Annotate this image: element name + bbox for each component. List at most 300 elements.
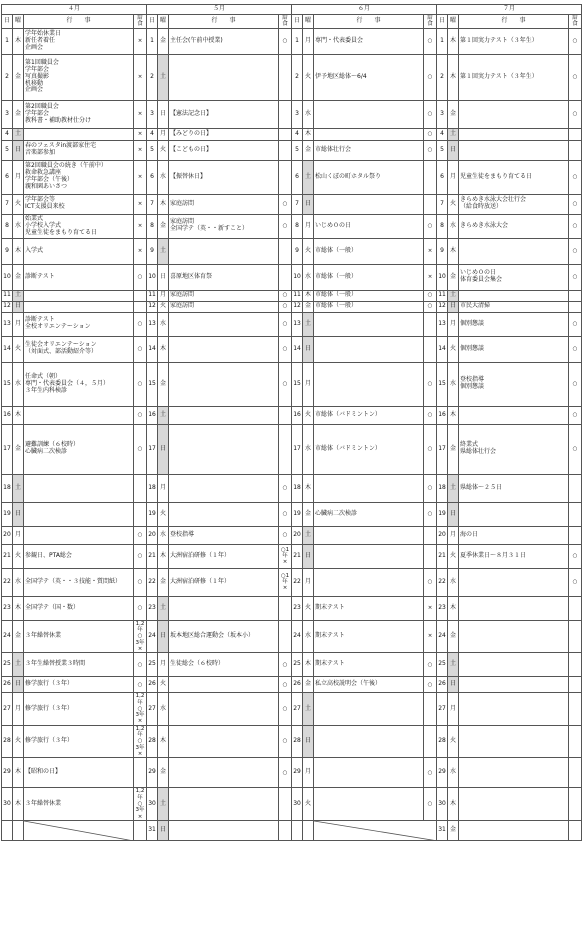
- annual-event-calendar-table: [1, 4, 582, 841]
- day-number: 14: [2, 336, 13, 362]
- weekday-cell: 火: [158, 502, 169, 526]
- kyushoku-mark: [569, 290, 582, 301]
- weekday-cell: 土: [158, 788, 169, 821]
- event-cell: 大洲宿泊研修（１年）: [169, 568, 279, 596]
- kyushoku-mark: ○: [279, 677, 292, 693]
- weekday-cell: 木: [448, 788, 459, 821]
- kyushoku-mark: ○: [279, 474, 292, 502]
- calendar-row: [2, 653, 582, 677]
- event-cell: いじめ０の日: [314, 214, 424, 238]
- day-number: 17: [437, 424, 448, 474]
- day-number: 3: [147, 100, 158, 128]
- day-number: 24: [292, 620, 303, 653]
- day-number: 30: [147, 788, 158, 821]
- month-header: ６月: [292, 5, 437, 15]
- kyushoku-mark: 1,2年○ 3年×: [134, 788, 147, 821]
- weekday-cell: 水: [158, 160, 169, 194]
- weekday-cell: 水: [303, 424, 314, 474]
- weekday-cell: 月: [13, 693, 24, 726]
- weekday-cell: 月: [158, 474, 169, 502]
- event-cell: 診断テスト: [24, 264, 134, 290]
- day-number: 10: [437, 264, 448, 290]
- event-cell: [314, 336, 424, 362]
- kyushoku-mark: [134, 290, 147, 301]
- weekday-cell: 金: [303, 140, 314, 160]
- weekday-cell: 金: [158, 362, 169, 406]
- kyushoku-mark: ○: [279, 758, 292, 788]
- event-cell: きらめき水泳大会壮行会 （給食時放送）: [459, 194, 569, 214]
- event-cell: [24, 406, 134, 424]
- event-cell: 主任会(午前中授業): [169, 28, 279, 54]
- month-header: ５月: [147, 5, 292, 15]
- day-number: 12: [437, 301, 448, 312]
- empty-cell: [303, 820, 314, 840]
- event-cell: 登校指導: [169, 526, 279, 544]
- event-cell: 【振替休日】: [169, 160, 279, 194]
- kyushoku-mark: [424, 544, 437, 568]
- kyushoku-mark: [134, 758, 147, 788]
- kyushoku-mark: [569, 788, 582, 821]
- event-cell: [314, 544, 424, 568]
- day-number: 8: [437, 214, 448, 238]
- calendar-row: [2, 620, 582, 653]
- calendar-row: [2, 596, 582, 620]
- kyushoku-mark: [569, 140, 582, 160]
- kyushoku-mark: [569, 677, 582, 693]
- day-number: 13: [2, 312, 13, 336]
- day-number: 11: [2, 290, 13, 301]
- kyushoku-mark: ○: [424, 128, 437, 140]
- event-cell: 期末テスト: [314, 620, 424, 653]
- kyushoku-mark: [134, 301, 147, 312]
- kyushoku-mark: [279, 160, 292, 194]
- day-number: 31: [147, 820, 158, 840]
- kyushoku-mark: 1,2年○ 3年×: [134, 725, 147, 758]
- calendar-row: [2, 214, 582, 238]
- weekday-cell: 水: [303, 620, 314, 653]
- empty-cell: [292, 820, 303, 840]
- calendar-row: [2, 160, 582, 194]
- calendar-row: [2, 100, 582, 128]
- event-cell: 【こどもの日】: [169, 140, 279, 160]
- kyushoku-mark: ○: [424, 28, 437, 54]
- kyushoku-mark: ○: [424, 788, 437, 821]
- event-cell: 【昭和の日】: [24, 758, 134, 788]
- calendar-row: [2, 758, 582, 788]
- day-number: 25: [2, 653, 13, 677]
- event-cell: 市総体（一般）: [314, 264, 424, 290]
- kyushoku-mark: ○: [279, 693, 292, 726]
- event-cell: [169, 758, 279, 788]
- event-cell: 登校指導 個別懇談: [459, 362, 569, 406]
- event-cell: [314, 725, 424, 758]
- kyushoku-mark: ○: [424, 502, 437, 526]
- calendar-row: [2, 544, 582, 568]
- event-cell: 家庭訪問: [169, 301, 279, 312]
- day-number: 14: [292, 336, 303, 362]
- calendar-row: [2, 194, 582, 214]
- kyushoku-mark: [569, 301, 582, 312]
- event-cell: 伊予地区総体～6/4: [314, 54, 424, 100]
- event-cell: [459, 596, 569, 620]
- kyushoku-mark: ○: [134, 526, 147, 544]
- kyushoku-mark: ×: [134, 28, 147, 54]
- event-cell: [169, 54, 279, 100]
- kyushoku-mark: [279, 596, 292, 620]
- calendar-row: [2, 677, 582, 693]
- kyushoku-mark: [424, 725, 437, 758]
- calendar-row: [2, 502, 582, 526]
- weekday-cell: 日: [158, 424, 169, 474]
- event-cell: [314, 100, 424, 128]
- empty-cell: [13, 820, 24, 840]
- day-number: 15: [292, 362, 303, 406]
- day-number: 9: [2, 238, 13, 264]
- calendar-row: [2, 820, 582, 840]
- weekday-cell: 火: [13, 194, 24, 214]
- column-header-day: 日: [147, 15, 158, 29]
- weekday-cell: 金: [13, 620, 24, 653]
- event-cell: [314, 128, 424, 140]
- kyushoku-mark: ×: [424, 596, 437, 620]
- event-cell: [314, 474, 424, 502]
- weekday-cell: 月: [13, 312, 24, 336]
- weekday-cell: 土: [448, 290, 459, 301]
- kyushoku-mark: ○: [569, 194, 582, 214]
- event-cell: 参観日、PTA総会: [24, 544, 134, 568]
- event-cell: [459, 653, 569, 677]
- kyushoku-mark: [279, 238, 292, 264]
- kyushoku-mark: [279, 620, 292, 653]
- day-number: 10: [2, 264, 13, 290]
- kyushoku-mark: ○: [424, 474, 437, 502]
- day-number: 6: [2, 160, 13, 194]
- event-cell: [169, 725, 279, 758]
- day-number: 19: [2, 502, 13, 526]
- event-cell: [24, 474, 134, 502]
- weekday-cell: 日: [158, 264, 169, 290]
- weekday-cell: 金: [448, 820, 459, 840]
- day-number: 5: [437, 140, 448, 160]
- event-cell: [459, 620, 569, 653]
- weekday-cell: 火: [448, 544, 459, 568]
- day-number: 5: [147, 140, 158, 160]
- kyushoku-mark: ×: [424, 264, 437, 290]
- kyushoku-mark: ○: [569, 362, 582, 406]
- event-cell: 春のフェスタin渡部家住宅 音楽部参加: [24, 140, 134, 160]
- day-number: 26: [147, 677, 158, 693]
- weekday-cell: 木: [158, 194, 169, 214]
- weekday-cell: 木: [13, 788, 24, 821]
- event-cell: 市総体（一般）: [314, 290, 424, 301]
- weekday-cell: 日: [13, 140, 24, 160]
- day-number: 4: [437, 128, 448, 140]
- weekday-cell: 日: [158, 820, 169, 840]
- day-number: 14: [147, 336, 158, 362]
- kyushoku-mark: [279, 424, 292, 474]
- slash-line: [24, 821, 134, 841]
- kyushoku-mark: [569, 653, 582, 677]
- day-number: 23: [437, 596, 448, 620]
- day-number: 28: [2, 725, 13, 758]
- event-cell: [169, 788, 279, 821]
- event-cell: [24, 502, 134, 526]
- event-cell: 心臓病二次検診: [314, 502, 424, 526]
- day-number: 27: [147, 693, 158, 726]
- day-number: 19: [437, 502, 448, 526]
- event-cell: ３年生繰替授業３時間: [24, 653, 134, 677]
- kyushoku-mark: [279, 264, 292, 290]
- kyushoku-mark: ○1年×: [279, 544, 292, 568]
- event-cell: [314, 312, 424, 336]
- day-number: 24: [437, 620, 448, 653]
- day-number: 9: [147, 238, 158, 264]
- column-header-weekday: 曜: [13, 15, 24, 29]
- calendar-row: [2, 290, 582, 301]
- weekday-cell: 水: [13, 568, 24, 596]
- weekday-cell: 火: [448, 725, 459, 758]
- weekday-cell: 日: [158, 100, 169, 128]
- day-number: 16: [437, 406, 448, 424]
- weekday-cell: 火: [448, 336, 459, 362]
- day-number: 25: [437, 653, 448, 677]
- day-number: 15: [147, 362, 158, 406]
- weekday-cell: 日: [303, 336, 314, 362]
- kyushoku-mark: [569, 596, 582, 620]
- kyushoku-mark: ○: [424, 424, 437, 474]
- day-number: 17: [292, 424, 303, 474]
- kyushoku-mark: ×: [134, 128, 147, 140]
- weekday-cell: 月: [13, 160, 24, 194]
- kyushoku-mark: ○: [279, 301, 292, 312]
- weekday-cell: 水: [303, 264, 314, 290]
- day-number: 17: [147, 424, 158, 474]
- day-number: 25: [292, 653, 303, 677]
- event-cell: 松山くぼの町ホタル祭り: [314, 160, 424, 194]
- event-cell: [169, 596, 279, 620]
- event-cell: いじめ０の日 体育委員会集会: [459, 264, 569, 290]
- weekday-cell: 月: [158, 653, 169, 677]
- weekday-cell: 日: [448, 301, 459, 312]
- weekday-cell: 水: [158, 693, 169, 726]
- kyushoku-mark: ×: [134, 140, 147, 160]
- day-number: 21: [147, 544, 158, 568]
- weekday-cell: 木: [13, 758, 24, 788]
- day-number: 27: [292, 693, 303, 726]
- event-cell: 修学旅行（３年）: [24, 725, 134, 758]
- event-cell: [459, 502, 569, 526]
- event-cell: 大洲宿泊研修（１年）: [169, 544, 279, 568]
- event-cell: 任命式（朝） 専門・代表委員会（４，５月） ３年生内科検診: [24, 362, 134, 406]
- weekday-cell: 月: [303, 758, 314, 788]
- day-number: 30: [437, 788, 448, 821]
- kyushoku-mark: [424, 693, 437, 726]
- weekday-cell: 火: [303, 406, 314, 424]
- kyushoku-mark: [569, 758, 582, 788]
- event-cell: [459, 677, 569, 693]
- event-cell: 市総体（バドミントン）: [314, 406, 424, 424]
- kyushoku-mark: ○: [424, 362, 437, 406]
- day-number: 8: [2, 214, 13, 238]
- event-cell: 県総体～２５日: [459, 474, 569, 502]
- calendar-row: [2, 336, 582, 362]
- calendar-row: [2, 568, 582, 596]
- kyushoku-mark: ○: [134, 336, 147, 362]
- weekday-cell: 木: [303, 653, 314, 677]
- day-number: 3: [437, 100, 448, 128]
- kyushoku-mark: [424, 160, 437, 194]
- event-cell: 終業式 県総体壮行会: [459, 424, 569, 474]
- day-number: 13: [147, 312, 158, 336]
- day-number: 11: [147, 290, 158, 301]
- weekday-cell: 金: [448, 620, 459, 653]
- kyushoku-mark: ○: [279, 214, 292, 238]
- event-cell: 生徒会オリエンテーション （対面式、部活動紹介等）: [24, 336, 134, 362]
- event-cell: 喜原地区体育祭: [169, 264, 279, 290]
- event-cell: 全国学テ（英・・３技能・質問紙）: [24, 568, 134, 596]
- calendar-row: [2, 128, 582, 140]
- weekday-cell: 金: [448, 264, 459, 290]
- day-number: 21: [2, 544, 13, 568]
- event-cell: [169, 336, 279, 362]
- event-cell: 期末テスト: [314, 596, 424, 620]
- kyushoku-mark: ○: [279, 725, 292, 758]
- column-header-events: 行 事: [314, 15, 424, 29]
- event-cell: 私立高校説明会（午後）: [314, 677, 424, 693]
- calendar-row: [2, 526, 582, 544]
- kyushoku-mark: ○: [569, 544, 582, 568]
- weekday-cell: 月: [158, 290, 169, 301]
- kyushoku-mark: [279, 128, 292, 140]
- weekday-cell: 金: [303, 677, 314, 693]
- kyushoku-mark: [134, 474, 147, 502]
- kyushoku-mark: [279, 406, 292, 424]
- event-cell: 第１回実力テスト（３年生）: [459, 54, 569, 100]
- kyushoku-mark: ×: [134, 54, 147, 100]
- day-number: 15: [2, 362, 13, 406]
- weekday-cell: 土: [448, 474, 459, 502]
- day-number: 22: [437, 568, 448, 596]
- kyushoku-mark: ×: [134, 160, 147, 194]
- weekday-cell: 木: [13, 238, 24, 264]
- event-cell: ３年繰替休業: [24, 620, 134, 653]
- kyushoku-mark: ○: [424, 301, 437, 312]
- calendar-row: [2, 28, 582, 54]
- weekday-cell: 火: [158, 301, 169, 312]
- event-cell: 坂本地区総合運動会（坂本小）: [169, 620, 279, 653]
- kyushoku-mark: [134, 502, 147, 526]
- weekday-cell: 土: [303, 526, 314, 544]
- weekday-cell: 月: [303, 214, 314, 238]
- weekday-cell: 土: [13, 128, 24, 140]
- weekday-cell: 木: [448, 54, 459, 100]
- kyushoku-mark: ○: [279, 502, 292, 526]
- weekday-cell: 木: [13, 28, 24, 54]
- day-number: 23: [147, 596, 158, 620]
- day-number: 24: [2, 620, 13, 653]
- event-cell: 家庭訪問 全国学テ（英・・新すこと）: [169, 214, 279, 238]
- event-cell: ３年繰替休業: [24, 788, 134, 821]
- kyushoku-mark: [424, 312, 437, 336]
- kyushoku-mark: ○: [424, 290, 437, 301]
- kyushoku-mark: ○: [569, 238, 582, 264]
- calendar-row: [2, 788, 582, 821]
- weekday-cell: 金: [158, 758, 169, 788]
- kyushoku-mark: ○: [134, 568, 147, 596]
- day-number: 12: [292, 301, 303, 312]
- weekday-cell: 日: [448, 677, 459, 693]
- weekday-cell: 日: [13, 677, 24, 693]
- day-number: 18: [292, 474, 303, 502]
- weekday-cell: 月: [13, 526, 24, 544]
- calendar-row: [2, 474, 582, 502]
- column-header-kyushoku: 給食: [424, 15, 437, 29]
- day-number: 23: [2, 596, 13, 620]
- kyushoku-mark: ×: [424, 620, 437, 653]
- weekday-cell: 日: [13, 301, 24, 312]
- day-number: 1: [437, 28, 448, 54]
- weekday-cell: 日: [13, 502, 24, 526]
- day-number: 4: [2, 128, 13, 140]
- weekday-cell: 金: [13, 54, 24, 100]
- day-number: 14: [437, 336, 448, 362]
- weekday-cell: 火: [13, 725, 24, 758]
- event-cell: [169, 238, 279, 264]
- day-number: 2: [292, 54, 303, 100]
- calendar-row: [2, 406, 582, 424]
- event-cell: きらめき水泳大会: [459, 214, 569, 238]
- event-cell: [459, 693, 569, 726]
- weekday-cell: 日: [303, 544, 314, 568]
- weekday-cell: 日: [448, 140, 459, 160]
- weekday-cell: 木: [448, 28, 459, 54]
- day-number: 7: [292, 194, 303, 214]
- day-number: 3: [2, 100, 13, 128]
- event-cell: 始業式 小学校入学式 児童生徒をまもり育てる日: [24, 214, 134, 238]
- day-number: 8: [147, 214, 158, 238]
- kyushoku-mark: ○: [424, 214, 437, 238]
- day-number: 28: [292, 725, 303, 758]
- event-cell: 市総体（バドミントン）: [314, 424, 424, 474]
- day-number: 4: [147, 128, 158, 140]
- event-cell: [459, 140, 569, 160]
- weekday-cell: 日: [448, 502, 459, 526]
- kyushoku-mark: ○: [134, 424, 147, 474]
- weekday-cell: 火: [13, 336, 24, 362]
- day-number: 11: [437, 290, 448, 301]
- day-number: 26: [2, 677, 13, 693]
- weekday-cell: 火: [448, 194, 459, 214]
- weekday-cell: 火: [158, 140, 169, 160]
- weekday-cell: 金: [13, 264, 24, 290]
- day-number: 30: [2, 788, 13, 821]
- kyushoku-mark: [569, 502, 582, 526]
- column-header-day: 日: [437, 15, 448, 29]
- event-cell: [314, 194, 424, 214]
- event-cell: 第1回職員会 学年部会 写真撮影 机移動 企画会: [24, 54, 134, 100]
- kyushoku-mark: [279, 140, 292, 160]
- weekday-cell: 金: [158, 568, 169, 596]
- event-cell: [314, 758, 424, 788]
- weekday-cell: 金: [158, 28, 169, 54]
- kyushoku-mark: ×: [424, 238, 437, 264]
- event-cell: [314, 526, 424, 544]
- month-header: ７月: [437, 5, 582, 15]
- calendar-row: [2, 424, 582, 474]
- event-cell: [459, 100, 569, 128]
- weekday-cell: 土: [158, 238, 169, 264]
- weekday-cell: 木: [158, 725, 169, 758]
